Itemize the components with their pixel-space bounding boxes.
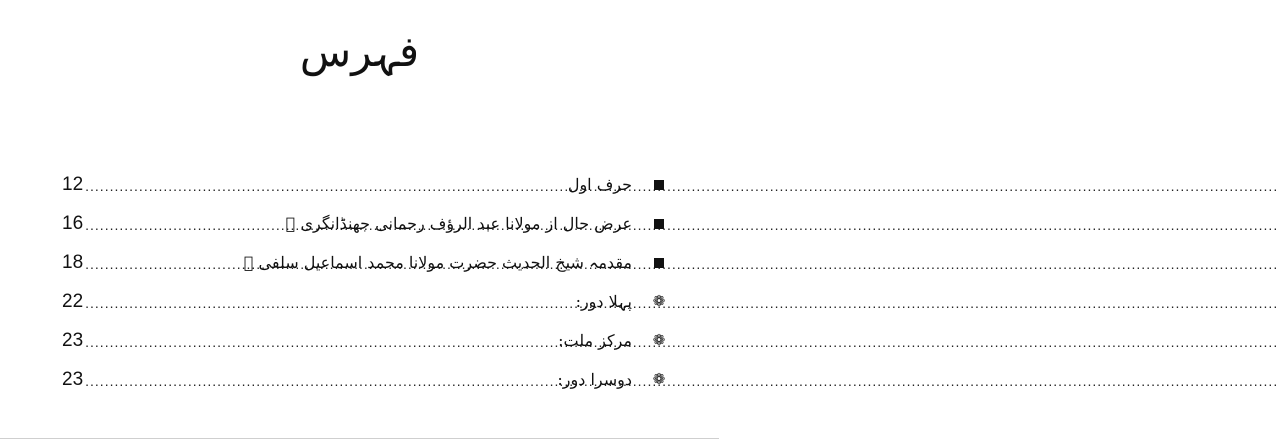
- square-bullet-icon: [648, 219, 670, 229]
- dot-leader: [85, 255, 242, 282]
- flower-bullet-icon: ❁: [652, 370, 666, 388]
- toc-row[interactable]: [62, 282, 670, 321]
- dot-leader: [85, 372, 555, 399]
- flower-bullet-icon: ❁: [652, 331, 666, 349]
- toc-page-number: 23: [62, 329, 84, 351]
- dot-leader: [85, 294, 573, 321]
- flower-bullet-icon: ❁: [652, 292, 666, 310]
- toc-page-number: 23: [62, 368, 84, 390]
- page-bottom-divider: [0, 438, 719, 439]
- toc-entry-text: مقدمہ شیخ الحدیث حضرت مولانا محمد اسماعیل سلفی ﷫: [243, 252, 632, 272]
- toc-entry-text: عرض حال از مولانا عبد الرؤف رحمانی جھنڈانگری ﷫: [285, 213, 632, 233]
- toc-page-number: 12: [62, 173, 84, 195]
- toc-row[interactable]: [62, 360, 670, 399]
- toc-entry-text: مرکز ملت:: [558, 330, 632, 350]
- page-title: فہرس: [299, 27, 420, 76]
- toc-row[interactable]: [62, 165, 670, 204]
- square-bullet-icon: [648, 180, 670, 190]
- toc-row[interactable]: [62, 321, 670, 360]
- toc-entry-text: دوسرا دور:: [557, 369, 632, 389]
- toc-page-number: 16: [62, 212, 84, 234]
- toc-entry-text: حرف اول: [567, 174, 632, 194]
- square-bullet-icon: [648, 258, 670, 268]
- toc-row[interactable]: [62, 243, 670, 282]
- dot-leader: [85, 333, 556, 360]
- table-of-contents: [62, 165, 670, 399]
- toc-entry-text: پہلا دور:: [575, 291, 632, 311]
- dot-leader: [85, 177, 566, 204]
- dot-leader: [85, 216, 284, 243]
- toc-page-number: 18: [62, 251, 84, 273]
- toc-page-number: 22: [62, 290, 84, 312]
- toc-row[interactable]: [62, 204, 670, 243]
